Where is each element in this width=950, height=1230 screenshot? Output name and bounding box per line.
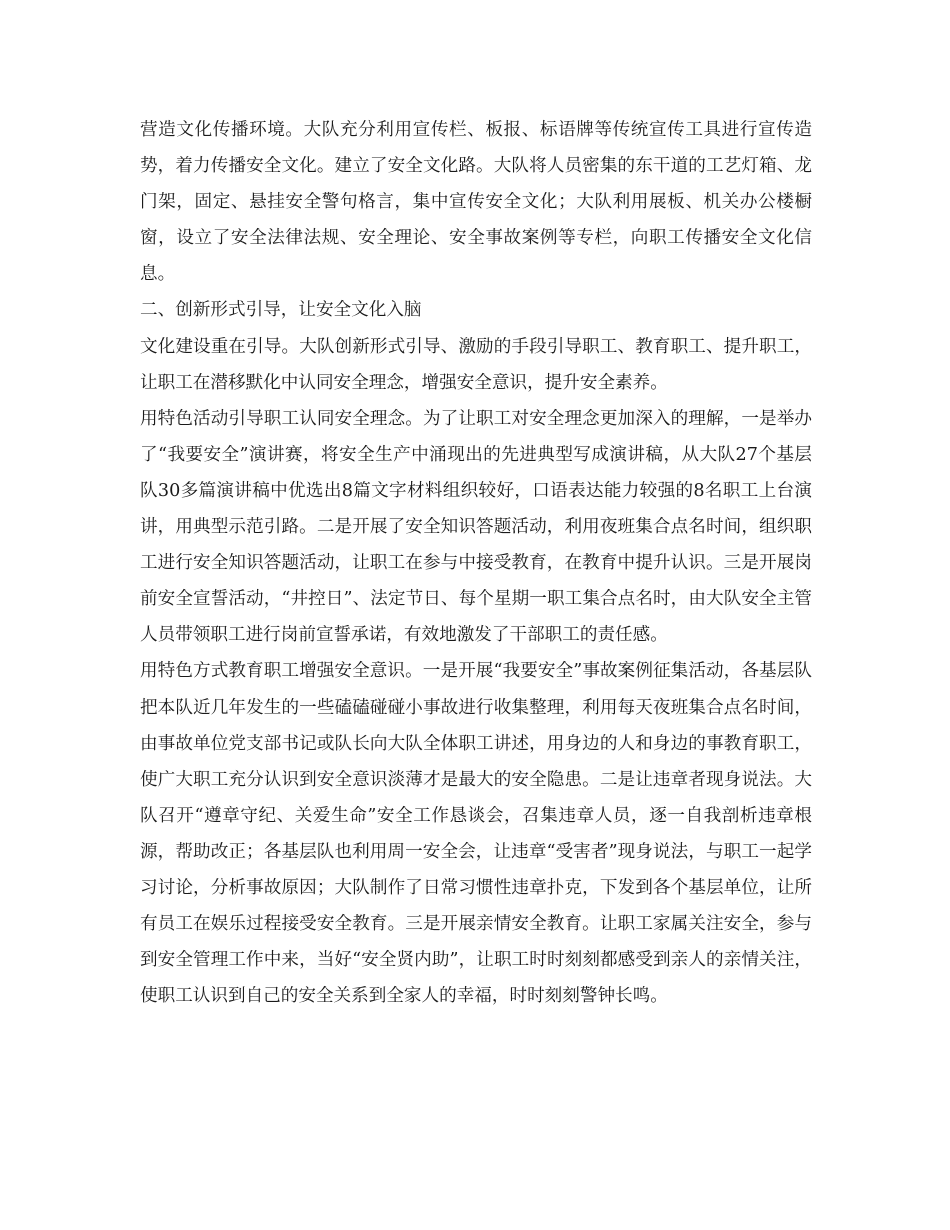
paragraph-culture-guidance: 文化建设重在引导。大队创新形式引导、激励的手段引导职工、教育职工、提升职工，让职工在潜移默化中认同安全理念，增强安全意识，提升安全素养。	[140, 336, 812, 393]
document-body	[140, 112, 812, 1014]
paragraph-culture-environment: 营造文化传播环境。大队充分利用宣传栏、板报、标语牌等传统宣传工具进行宣传造势，着力传播安全文化。建立了安全文化路。大队将人员密集的东干道的工艺灯箱、龙门架，固定、悬挂安全警句格言，集中宣传安全文化；大队利用展板、机关办公楼橱窗，设立了安全法律法规、安全理论、安全事故案例等专栏，向职工传播安全文化信息。	[140, 120, 812, 285]
paragraph-special-methods: 用特色方式教育职工增强安全意识。一是开展“我要安全”事故案例征集活动，各基层队把本队近几年发生的一些磕磕碰碰小事故进行收集整理，利用每天夜班集合点名时间，由事故单位党支部书记或队长向大队全体职工讲述，用身边的人和身边的事教育职工，使广大职工充分认识到安全意识淡薄才是最大的安全隐患。二是让违章者现身说法。大队召开“遵章守纪、关爱生命”安全工作恳谈会，召集违章人员，逐一自我剖析违章根源，帮助改正；各基层队也利用周一安全会，让违章“受害者”现身说法，与职工一起学习讨论，分析事故原因；大队制作了日常习惯性违章扑克，下发到各个基层单位，让所有员工在娱乐过程接受安全教育。三是开展亲情安全教育。让职工家属关注安全，参与到安全管理工作中来，当好“安全贤内助”，让职工时时刻刻都感受到亲人的亲情关注，使职工认识到自己的安全关系到全家人的幸福，时时刻刻警钟长鸣。	[140, 661, 812, 1007]
paragraph-special-activities: 用特色活动引导职工认同安全理念。为了让职工对安全理念更加深入的理解，一是举办了“我要安全”演讲赛，将安全生产中涌现出的先进典型写成演讲稿，从大队27个基层队30多篇演讲稿中优选出8篇文字材料组织较好，口语表达能力较强的8名职工上台演讲，用典型示范引路。二是开展了安全知识答题活动，利用夜班集合点名时间，组织职工进行安全知识答题活动，让职工在参与中接受教育，在教育中提升认识。三是开展岗前安全宣誓活动，“井控日”、法定节日、每个星期一职工集合点名时，由大队安全主管人员带领职工进行岗前宣誓承诺，有效地激发了干部职工的责任感。	[140, 408, 812, 646]
section-heading-innovation: 二、创新形式引导，让安全文化入脑	[140, 300, 422, 321]
